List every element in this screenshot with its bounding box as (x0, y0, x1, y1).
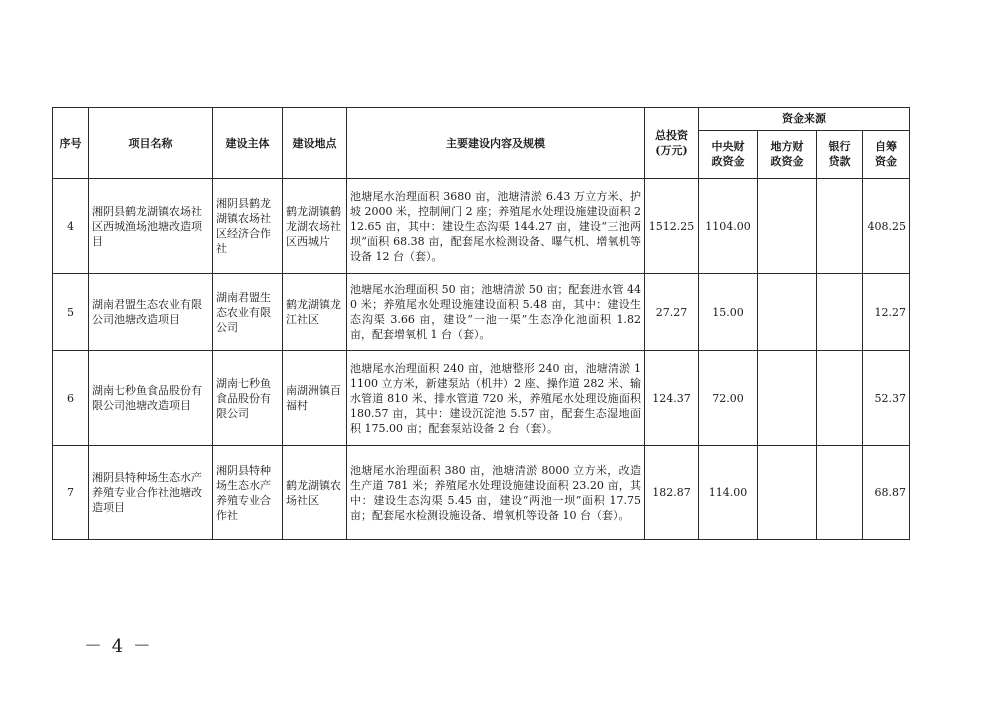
cell-bank-loan (817, 446, 863, 540)
project-table (52, 107, 910, 540)
cell-location: 鹤龙湖镇农场社区 (283, 446, 347, 540)
cell-total: 124.37 (645, 351, 699, 446)
header-entity: 建设主体 (213, 108, 283, 179)
header-bank-loan: 银行 贷款 (817, 130, 863, 178)
cell-self-fund: 52.37 (863, 351, 910, 446)
cell-bank-loan (817, 274, 863, 351)
page-number: － 4 － (84, 636, 153, 657)
cell-content: 池塘尾水治理面积 380 亩，池塘清淤 8000 立方米，改造生产道 781 米；养殖尾水处理设施建设面积 23.20 亩，其中：建设生态沟渠 5.45 亩，建设“两池一坝”面积 17.75 亩；配套尾水检测设施设备、增氧机等设备 10 台（套）。 (347, 446, 645, 540)
cell-content: 池塘尾水治理面积 3680 亩，池塘清淤 6.43 万立方米、护坡 2000 米，控制闸门 2 座；养殖尾水处理设施建设面积 212.65 亩，其中：建设生态沟渠 144.27 亩，建设“三池两坝”面积 68.38 亩，配套尾水检测设备、曝气机、增氧机等设备 12 台（套）。 (347, 179, 645, 274)
cell-bank-loan (817, 351, 863, 446)
cell-location: 鹤龙湖镇龙江社区 (283, 274, 347, 351)
cell-index: 5 (53, 274, 89, 351)
table-row (53, 179, 910, 274)
cell-project-name: 湖南七秒鱼食品股份有限公司池塘改造项目 (89, 351, 213, 446)
cell-self-fund: 12.27 (863, 274, 910, 351)
cell-local-fund (758, 274, 817, 351)
cell-entity: 湘阴县鹤龙湖镇农场社区经济合作社 (213, 179, 283, 274)
cell-central-fund: 72.00 (699, 351, 758, 446)
header-location: 建设地点 (283, 108, 347, 179)
cell-local-fund (758, 179, 817, 274)
cell-index: 6 (53, 351, 89, 446)
cell-central-fund: 114.00 (699, 446, 758, 540)
header-index: 序号 (53, 108, 89, 179)
cell-self-fund: 408.25 (863, 179, 910, 274)
cell-local-fund (758, 351, 817, 446)
cell-entity: 湖南君盟生态农业有限公司 (213, 274, 283, 351)
header-fund-source: 资金来源 (699, 108, 910, 131)
header-content: 主要建设内容及规模 (347, 108, 645, 179)
cell-total: 1512.25 (645, 179, 699, 274)
cell-content: 池塘尾水治理面积 50 亩；池塘清淤 50 亩；配套进水管 440 米；养殖尾水处理设施建设面积 5.48 亩，其中：建设生态沟渠 3.66 亩，建设“一池一渠”生态净化池面积 1.82 亩，配套增氧机 1 台（套）。 (347, 274, 645, 351)
cell-entity: 湖南七秒鱼食品股份有限公司 (213, 351, 283, 446)
header-central-fund: 中央财 政资金 (699, 130, 758, 178)
cell-index: 7 (53, 446, 89, 540)
cell-central-fund: 15.00 (699, 274, 758, 351)
table-row (53, 351, 910, 446)
header-project-name: 项目名称 (89, 108, 213, 179)
cell-total: 182.87 (645, 446, 699, 540)
cell-self-fund: 68.87 (863, 446, 910, 540)
table-row (53, 274, 910, 351)
header-total-investment: 总投资 (万元) (645, 108, 699, 179)
cell-content: 池塘尾水治理面积 240 亩，池塘整形 240 亩，池塘清淤 11100 立方米，新建泵站（机井）2 座、操作道 282 米、输水管道 810 米、排水管道 720 米，养殖尾水处理设施面积 180.57 亩，其中：建设沉淀池 5.57 亩，配套生态湿地面积 175.00 亩；配套泵站设备 2 台（套）。 (347, 351, 645, 446)
cell-index: 4 (53, 179, 89, 274)
cell-project-name: 湘阴县特种场生态水产养殖专业合作社池塘改造项目 (89, 446, 213, 540)
cell-central-fund: 1104.00 (699, 179, 758, 274)
cell-bank-loan (817, 179, 863, 274)
cell-location: 鹤龙湖镇鹤龙湖农场社区西城片 (283, 179, 347, 274)
cell-entity: 湘阴县特种场生态水产养殖专业合作社 (213, 446, 283, 540)
header-self-fund: 自筹 资金 (863, 130, 910, 178)
cell-total: 27.27 (645, 274, 699, 351)
cell-location: 南湖洲镇百福村 (283, 351, 347, 446)
table-row (53, 446, 910, 540)
cell-project-name: 湘阴县鹤龙湖镇农场社区西城渔场池塘改造项目 (89, 179, 213, 274)
cell-project-name: 湖南君盟生态农业有限公司池塘改造项目 (89, 274, 213, 351)
header-local-fund: 地方财 政资金 (758, 130, 817, 178)
cell-local-fund (758, 446, 817, 540)
